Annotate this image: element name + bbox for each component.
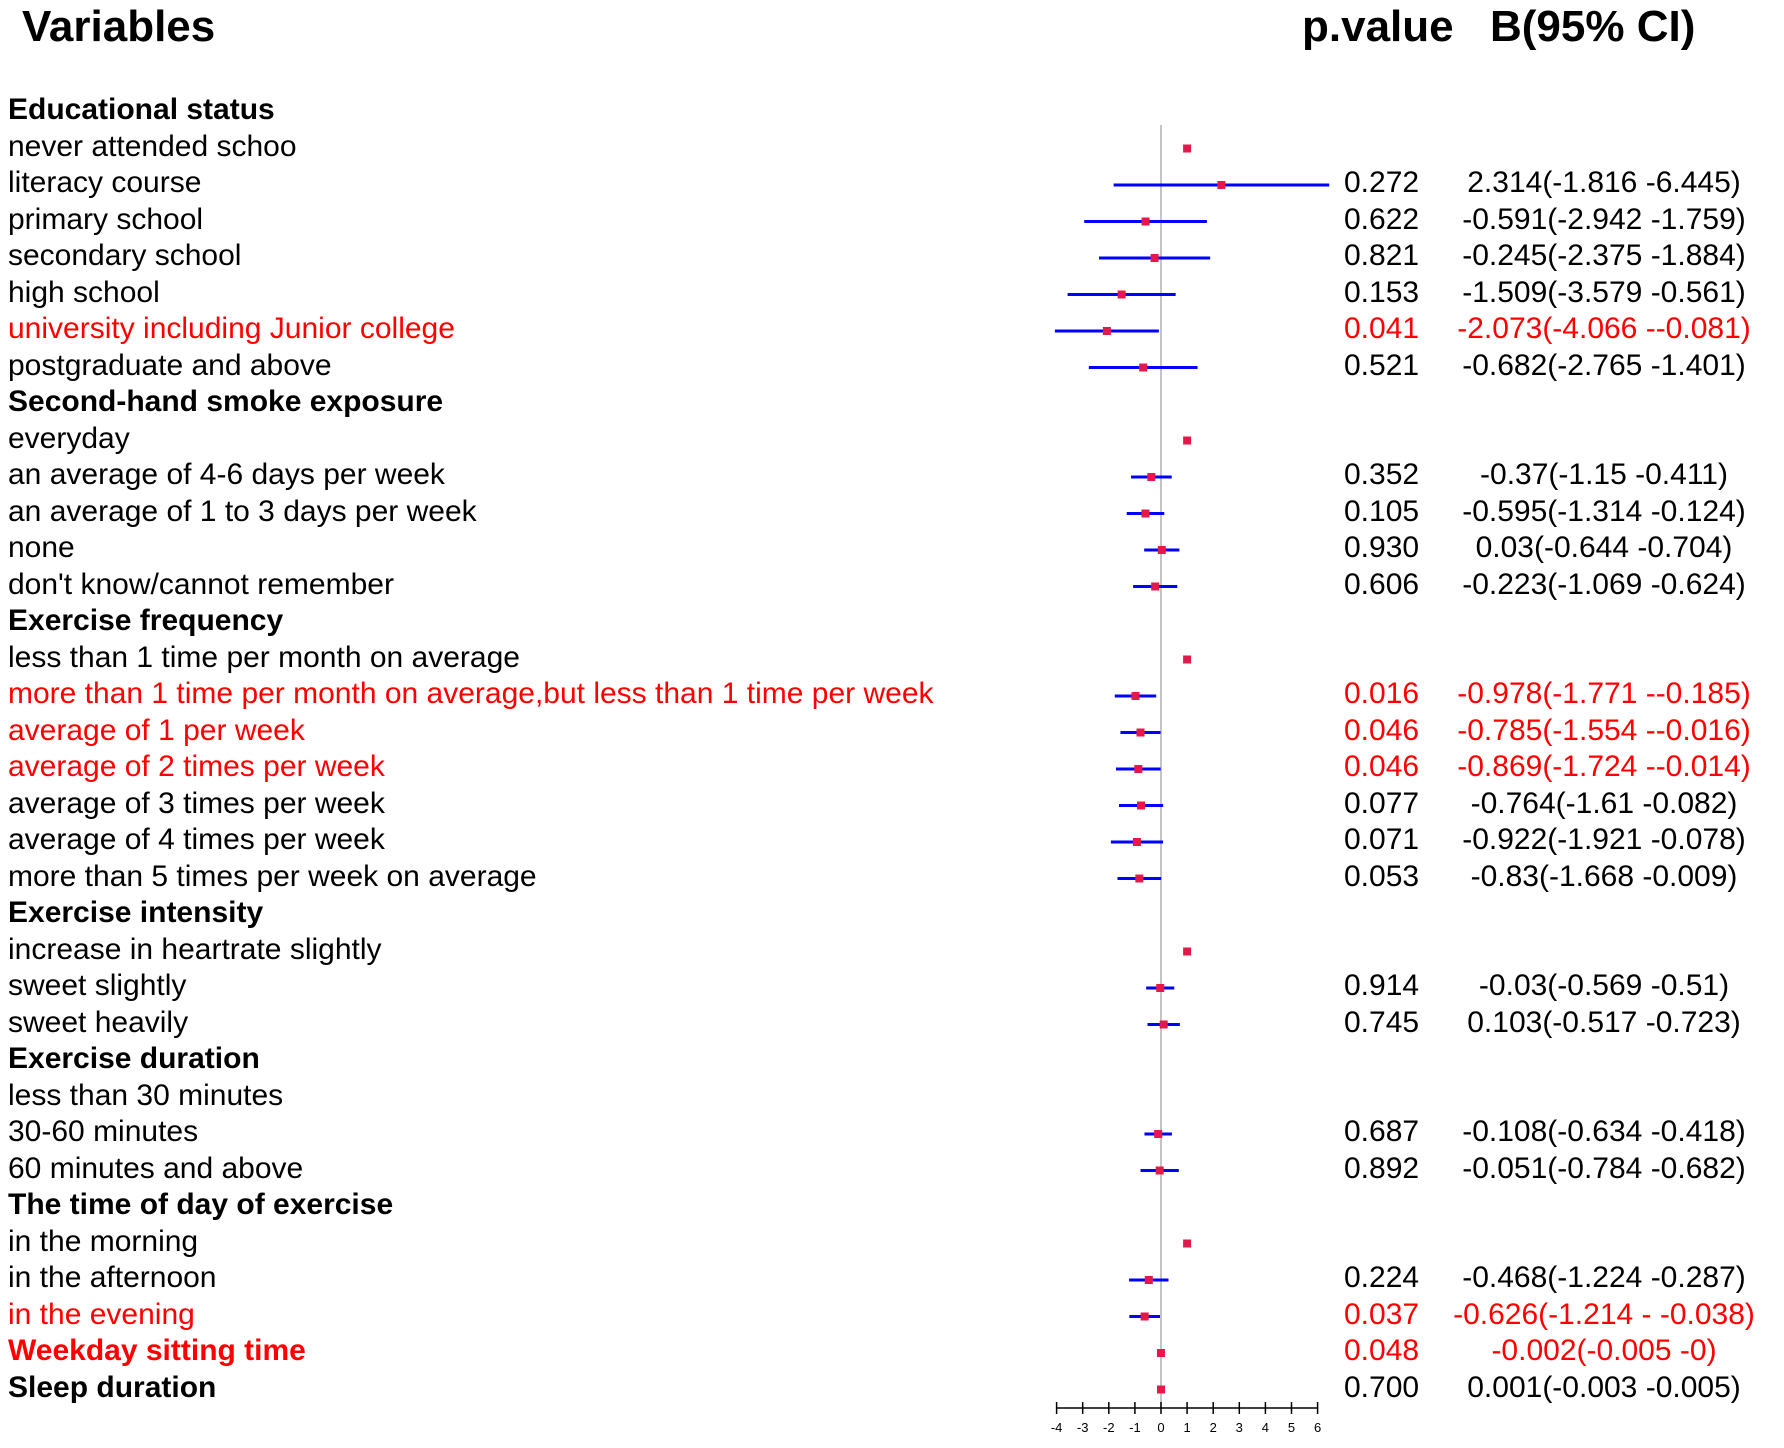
p-value: 0.048 — [1344, 1334, 1420, 1367]
x-tick-label: -4 — [1050, 1420, 1063, 1435]
x-tick-label: -1 — [1129, 1420, 1141, 1435]
row-label: Sleep duration — [8, 1370, 217, 1404]
p-value: 0.521 — [1344, 348, 1420, 382]
p-value: 0.700 — [1344, 1370, 1420, 1404]
row-label: 30-60 minutes — [8, 1115, 199, 1148]
row-label: primary school — [8, 202, 204, 236]
ci-text: -0.978(-1.771 --0.185) — [1457, 677, 1751, 710]
ci-text: -0.869(-1.724 --0.014) — [1457, 750, 1751, 783]
x-tick-label: 2 — [1209, 1420, 1217, 1435]
x-tick-label: 3 — [1235, 1420, 1243, 1435]
p-value: 0.224 — [1344, 1261, 1420, 1294]
x-tick-label: 0 — [1157, 1420, 1165, 1435]
group-header: Exercise intensity — [8, 896, 264, 929]
group-header: Second-hand smoke exposure — [8, 385, 444, 418]
p-value: 0.053 — [1344, 859, 1420, 893]
p-value: 0.105 — [1344, 494, 1420, 528]
ci-text: -0.785(-1.554 --0.016) — [1457, 713, 1751, 747]
ci-text: -0.626(-1.214 - -0.038) — [1453, 1297, 1755, 1331]
ci-text: -0.37(-1.15 -0.411) — [1480, 458, 1728, 491]
row-label: high school — [8, 275, 160, 309]
x-tick-label: 5 — [1287, 1420, 1296, 1435]
row-label: increase in heartrate slightly — [8, 932, 382, 966]
p-value: 0.041 — [1344, 312, 1420, 345]
p-value: 0.077 — [1344, 786, 1420, 820]
ci-text: 2.314(-1.816 -6.445) — [1467, 166, 1741, 199]
p-value: 0.352 — [1344, 458, 1420, 491]
row-label: average of 4 times per week — [8, 823, 385, 856]
x-tick-label: 4 — [1261, 1420, 1270, 1435]
row-label: postgraduate and above — [8, 348, 332, 382]
p-value: 0.046 — [1344, 713, 1420, 747]
ci-text: -0.922(-1.921 -0.078) — [1462, 823, 1746, 856]
x-tick-label: -3 — [1076, 1420, 1089, 1435]
row-label: average of 2 times per week — [8, 750, 385, 783]
p-value: 0.606 — [1344, 567, 1420, 601]
ci-text: -0.595(-1.314 -0.124) — [1462, 494, 1746, 528]
row-label: never attended schoo — [8, 129, 297, 163]
row-label: sweet slightly — [8, 969, 187, 1002]
p-value: 0.046 — [1344, 750, 1420, 783]
row-label: literacy course — [8, 166, 202, 199]
ci-text: -0.223(-1.069 -0.624) — [1462, 567, 1746, 601]
pvalue-column-header: p.value — [1302, 2, 1454, 51]
x-tick-label: 6 — [1313, 1420, 1322, 1435]
row-label: in the morning — [8, 1224, 199, 1258]
ci-text: -0.051(-0.784 -0.682) — [1462, 1151, 1746, 1185]
group-header: Educational status — [8, 93, 275, 126]
row-label: in the afternoon — [8, 1261, 217, 1294]
p-value: 0.930 — [1344, 531, 1420, 564]
p-value: 0.272 — [1344, 166, 1420, 199]
p-value: 0.153 — [1344, 275, 1420, 309]
ci-text: -2.073(-4.066 --0.081) — [1457, 312, 1751, 345]
p-value: 0.745 — [1344, 1005, 1420, 1039]
row-label: 60 minutes and above — [8, 1151, 304, 1185]
ci-text: -1.509(-3.579 -0.561) — [1462, 275, 1746, 309]
p-value: 0.622 — [1344, 202, 1420, 236]
ci-text: -0.591(-2.942 -1.759) — [1462, 202, 1746, 236]
ci-text: 0.103(-0.517 -0.723) — [1467, 1005, 1741, 1039]
page-title: Variables — [22, 2, 216, 51]
group-header: The time of day of exercise — [8, 1188, 394, 1221]
row-label: secondary school — [8, 239, 242, 272]
ci-text: 0.03(-0.644 -0.704) — [1475, 531, 1733, 564]
p-value: 0.687 — [1344, 1115, 1420, 1148]
row-label: an average of 1 to 3 days per week — [8, 494, 477, 528]
row-label: sweet heavily — [8, 1005, 189, 1039]
row-label: average of 3 times per week — [8, 786, 385, 820]
ci-text: -0.83(-1.668 -0.009) — [1470, 859, 1738, 893]
row-label: university including Junior college — [8, 312, 455, 345]
row-label: more than 1 time per month on average,but less than 1 time per week — [8, 677, 934, 710]
row-label: everyday — [8, 421, 130, 455]
ci-text: -0.245(-2.375 -1.884) — [1462, 239, 1746, 272]
ci-text: -0.002(-0.005 -0) — [1491, 1334, 1717, 1367]
ci-text: -0.468(-1.224 -0.287) — [1462, 1261, 1746, 1294]
ci-text: -0.682(-2.765 -1.401) — [1462, 348, 1746, 382]
row-label: average of 1 per week — [8, 713, 305, 747]
row-label: none — [8, 531, 75, 564]
ci-text: -0.108(-0.634 -0.418) — [1462, 1115, 1746, 1148]
group-header: Exercise frequency — [8, 604, 284, 637]
p-value: 0.016 — [1344, 677, 1420, 710]
p-value: 0.821 — [1344, 239, 1420, 272]
x-tick-label: -2 — [1103, 1420, 1115, 1435]
row-label: Weekday sitting time — [8, 1334, 306, 1367]
p-value: 0.071 — [1344, 823, 1420, 856]
ci-column-header: B(95% CI) — [1490, 2, 1696, 51]
p-value: 0.037 — [1344, 1297, 1420, 1331]
p-value: 0.892 — [1344, 1151, 1420, 1185]
row-label: an average of 4-6 days per week — [8, 458, 445, 491]
p-value: 0.914 — [1344, 969, 1420, 1002]
x-tick-label: 1 — [1183, 1420, 1191, 1435]
ci-text: 0.001(-0.003 -0.005) — [1467, 1370, 1741, 1404]
ci-text: -0.764(-1.61 -0.082) — [1470, 786, 1738, 820]
row-label: don't know/cannot remember — [8, 567, 394, 601]
row-label: more than 5 times per week on average — [8, 859, 537, 893]
group-header: Exercise duration — [8, 1042, 260, 1075]
row-label: less than 1 time per month on average — [8, 640, 520, 674]
row-label: less than 30 minutes — [8, 1078, 284, 1112]
row-label: in the evening — [8, 1297, 195, 1331]
ci-text: -0.03(-0.569 -0.51) — [1478, 969, 1730, 1002]
